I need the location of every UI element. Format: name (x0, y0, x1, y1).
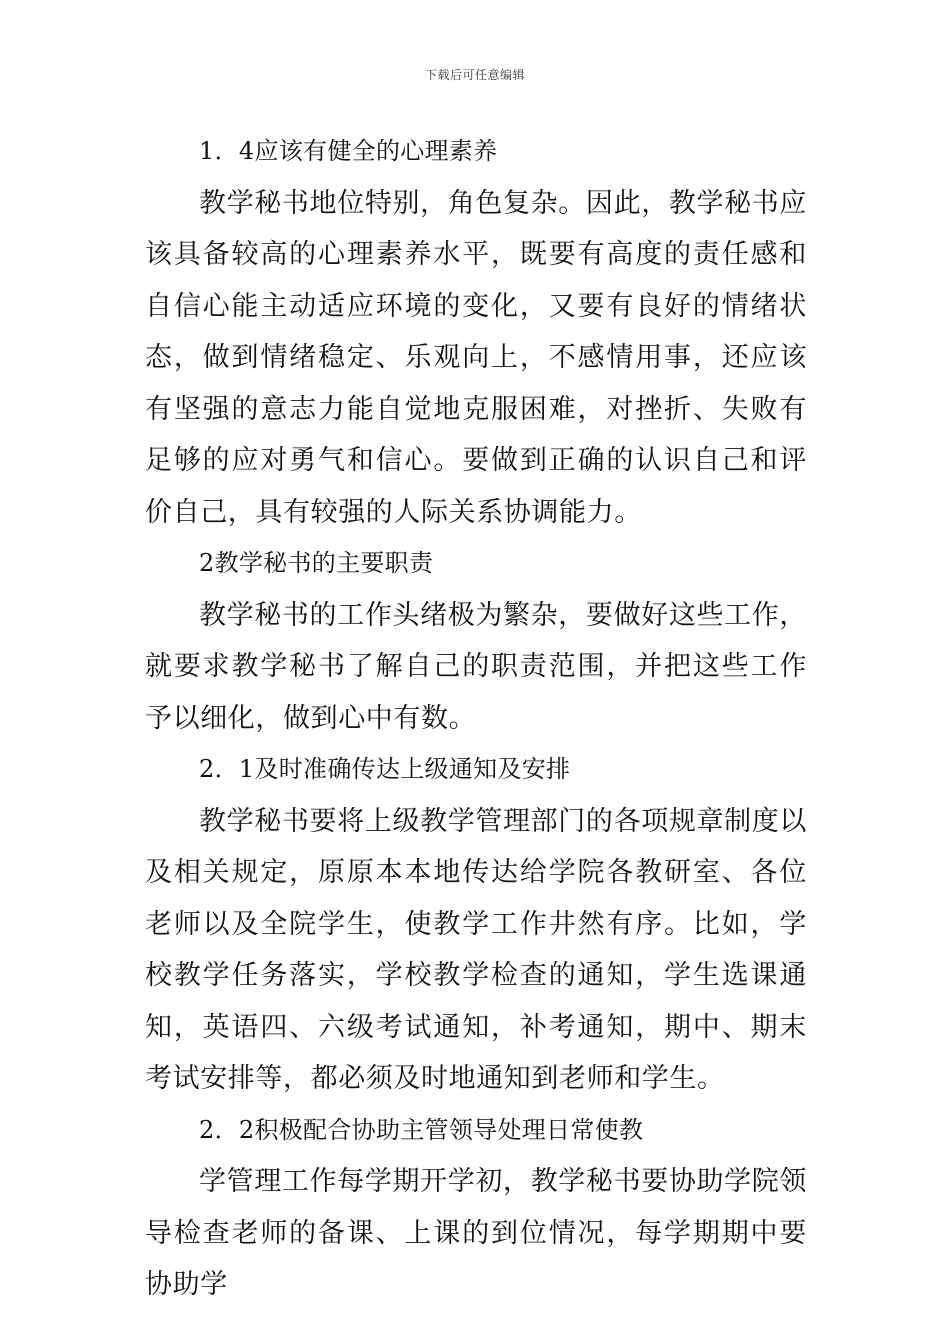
body-text (145, 126, 807, 1311)
section-heading: 2．1及时准确传达上级通知及安排 (199, 755, 571, 783)
section-heading: 2．2积极配合协助主管领导处理日常使教 (199, 1115, 644, 1144)
header-note: 下载后可任意编辑 (424, 68, 525, 82)
section-heading: 2教学秘书的主要职责 (199, 549, 434, 577)
paragraph: 教学秘书要将上级教学管理部门的各项规章制度以及相关规定，原原本本地传达给学院各教研室、各位老师以及全院学生，使教学工作井然有序。比如，学校教学任务落实，学校教学检查的通知，学生选课通知，英语四、六级考试通知，补考通知，期中、期末考试安排等，都必须及时地通知到老师和学生。 (145, 805, 807, 1094)
section-heading: 1．4应该有健全的心理素养 (199, 137, 498, 165)
paragraph: 学管理工作每学期开学初，教学秘书要协助学院领导检查老师的备课、上课的到位情况，每学期期中要协助学 (145, 1166, 807, 1300)
paragraph: 教学秘书的工作头绪极为繁杂，要做好这些工作，就要求教学秘书了解自己的职责范围，并把这些工作予以细化，做到心中有数。 (145, 599, 807, 734)
paragraph: 教学秘书地位特别，角色复杂。因此，教学秘书应该具备较高的心理素养水平，既要有高度的责任感和自信心能主动适应环境的变化，又要有良好的情绪状态，做到情绪稳定、乐观向上，不感情用事，还应该有坚强的意志力能自觉地克服困难，对挫折、失败有足够的应对勇气和信心。要做到正确的认识自己和评价自己，具有较强的人际关系协调能力。 (145, 187, 807, 528)
